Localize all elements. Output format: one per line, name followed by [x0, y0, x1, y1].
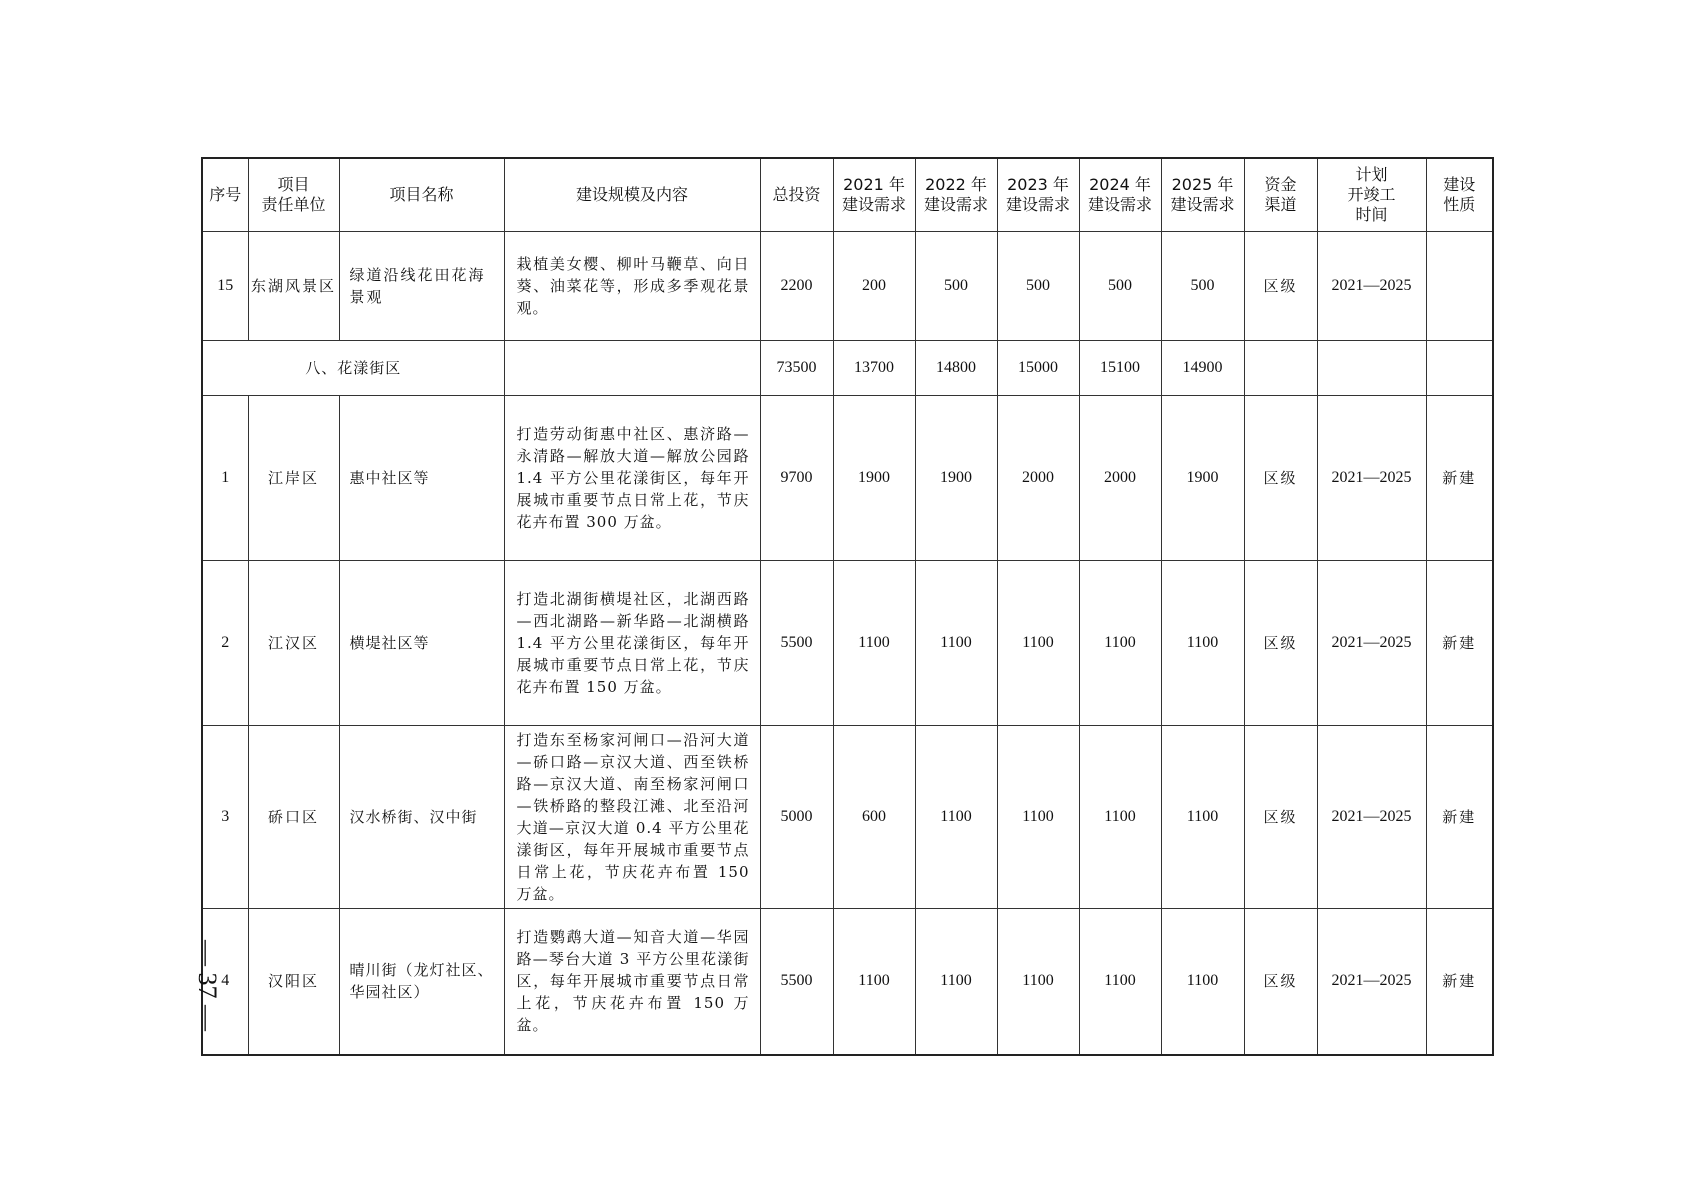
- cell-seq: 2: [202, 560, 248, 725]
- cell-unit: 江汉区: [248, 560, 339, 725]
- cell-2025: 500: [1161, 231, 1244, 340]
- cell-name: 惠中社区等: [339, 395, 504, 560]
- cell-2024: 1100: [1079, 908, 1161, 1055]
- header-2025: 2025 年 建设需求: [1161, 158, 1244, 231]
- cell-name: 绿道沿线花田花海景观: [339, 231, 504, 340]
- cell-seq: 1: [202, 395, 248, 560]
- cell-plan: 2021—2025: [1317, 395, 1426, 560]
- cell-2024: 1100: [1079, 560, 1161, 725]
- cell-content: 打造东至杨家河闸口—沿河大道—硚口路—京汉大道、西至铁桥路—京汉大道、南至杨家河闸口—铁桥路的整段江滩、北至沿河大道—京汉大道 0.4 平方公里花漾街区，每年开展城市重要节点日常上花，节庆花卉布置 150 万盆。: [504, 725, 760, 908]
- section-plan-empty: [1317, 340, 1426, 395]
- cell-unit: 东湖风景区: [248, 231, 339, 340]
- section-total: 73500: [760, 340, 833, 395]
- page-number: — 37 —: [193, 940, 222, 1031]
- cell-unit: 汉阳区: [248, 908, 339, 1055]
- cell-total: 5000: [760, 725, 833, 908]
- section-fund-empty: [1244, 340, 1317, 395]
- cell-total: 2200: [760, 231, 833, 340]
- cell-2022: 500: [915, 231, 997, 340]
- section-title: 八、花漾街区: [202, 340, 504, 395]
- header-unit: 项目 责任单位: [248, 158, 339, 231]
- header-2024: 2024 年 建设需求: [1079, 158, 1161, 231]
- cell-2022: 1100: [915, 908, 997, 1055]
- cell-name: 横堤社区等: [339, 560, 504, 725]
- table-row: [202, 560, 1493, 725]
- header-2021: 2021 年 建设需求: [833, 158, 915, 231]
- table-row: [202, 908, 1493, 1055]
- cell-2023: 1100: [997, 560, 1079, 725]
- cell-total: 5500: [760, 560, 833, 725]
- cell-2025: 1900: [1161, 395, 1244, 560]
- cell-2025: 1100: [1161, 908, 1244, 1055]
- project-table: [201, 157, 1494, 1056]
- cell-fund: 区级: [1244, 908, 1317, 1055]
- cell-seq: 3: [202, 725, 248, 908]
- cell-name: 晴川街（龙灯社区、华园社区）: [339, 908, 504, 1055]
- cell-nature: 新建: [1426, 560, 1493, 725]
- table-row: [202, 725, 1493, 908]
- cell-2023: 1100: [997, 725, 1079, 908]
- cell-2021: 1100: [833, 560, 915, 725]
- cell-name: 汉水桥街、汉中街: [339, 725, 504, 908]
- section-2023: 15000: [997, 340, 1079, 395]
- section-2024: 15100: [1079, 340, 1161, 395]
- cell-2021: 200: [833, 231, 915, 340]
- cell-unit: 江岸区: [248, 395, 339, 560]
- cell-fund: 区级: [1244, 725, 1317, 908]
- cell-2021: 600: [833, 725, 915, 908]
- cell-2025: 1100: [1161, 725, 1244, 908]
- cell-content: 栽植美女樱、柳叶马鞭草、向日葵、油菜花等，形成多季观花景观。: [504, 231, 760, 340]
- table-header-row: [202, 158, 1493, 231]
- section-2022: 14800: [915, 340, 997, 395]
- cell-2021: 1900: [833, 395, 915, 560]
- header-name: 项目名称: [339, 158, 504, 231]
- header-2023: 2023 年 建设需求: [997, 158, 1079, 231]
- cell-content: 打造北湖街横堤社区，北湖西路—西北湖路—新华路—北湖横路 1.4 平方公里花漾街区，每年开展城市重要节点日常上花，节庆花卉布置 150 万盆。: [504, 560, 760, 725]
- cell-nature: 新建: [1426, 395, 1493, 560]
- cell-total: 9700: [760, 395, 833, 560]
- cell-content: 打造劳动街惠中社区、惠济路—永清路—解放大道—解放公园路 1.4 平方公里花漾街区，每年开展城市重要节点日常上花，节庆花卉布置 300 万盆。: [504, 395, 760, 560]
- header-content: 建设规模及内容: [504, 158, 760, 231]
- header-total: 总投资: [760, 158, 833, 231]
- table-row: [202, 231, 1493, 340]
- section-row: [202, 340, 1493, 395]
- cell-seq: 15: [202, 231, 248, 340]
- cell-2022: 1100: [915, 560, 997, 725]
- section-content-empty: [504, 340, 760, 395]
- cell-2022: 1100: [915, 725, 997, 908]
- cell-content: 打造鹦鹉大道—知音大道—华园路—琴台大道 3 平方公里花漾街区，每年开展城市重要节点日常上花，节庆花卉布置 150 万盆。: [504, 908, 760, 1055]
- cell-2022: 1900: [915, 395, 997, 560]
- cell-2024: 1100: [1079, 725, 1161, 908]
- cell-fund: 区级: [1244, 231, 1317, 340]
- section-2025: 14900: [1161, 340, 1244, 395]
- cell-seq: 4: [202, 908, 248, 1055]
- header-2022: 2022 年 建设需求: [915, 158, 997, 231]
- cell-nature: 新建: [1426, 908, 1493, 1055]
- cell-unit: 硚口区: [248, 725, 339, 908]
- cell-plan: 2021—2025: [1317, 725, 1426, 908]
- cell-nature: 新建: [1426, 725, 1493, 908]
- header-fund: 资金 渠道: [1244, 158, 1317, 231]
- cell-2024: 500: [1079, 231, 1161, 340]
- cell-total: 5500: [760, 908, 833, 1055]
- cell-2024: 2000: [1079, 395, 1161, 560]
- header-plan: 计划 开竣工 时间: [1317, 158, 1426, 231]
- cell-2023: 500: [997, 231, 1079, 340]
- header-nature: 建设 性质: [1426, 158, 1493, 231]
- cell-plan: 2021—2025: [1317, 231, 1426, 340]
- section-2021: 13700: [833, 340, 915, 395]
- cell-plan: 2021—2025: [1317, 908, 1426, 1055]
- cell-fund: 区级: [1244, 560, 1317, 725]
- cell-fund: 区级: [1244, 395, 1317, 560]
- cell-2025: 1100: [1161, 560, 1244, 725]
- cell-nature: [1426, 231, 1493, 340]
- cell-2023: 2000: [997, 395, 1079, 560]
- section-nature-empty: [1426, 340, 1493, 395]
- cell-plan: 2021—2025: [1317, 560, 1426, 725]
- cell-2023: 1100: [997, 908, 1079, 1055]
- cell-2021: 1100: [833, 908, 915, 1055]
- header-seq: 序号: [202, 158, 248, 231]
- table-row: [202, 395, 1493, 560]
